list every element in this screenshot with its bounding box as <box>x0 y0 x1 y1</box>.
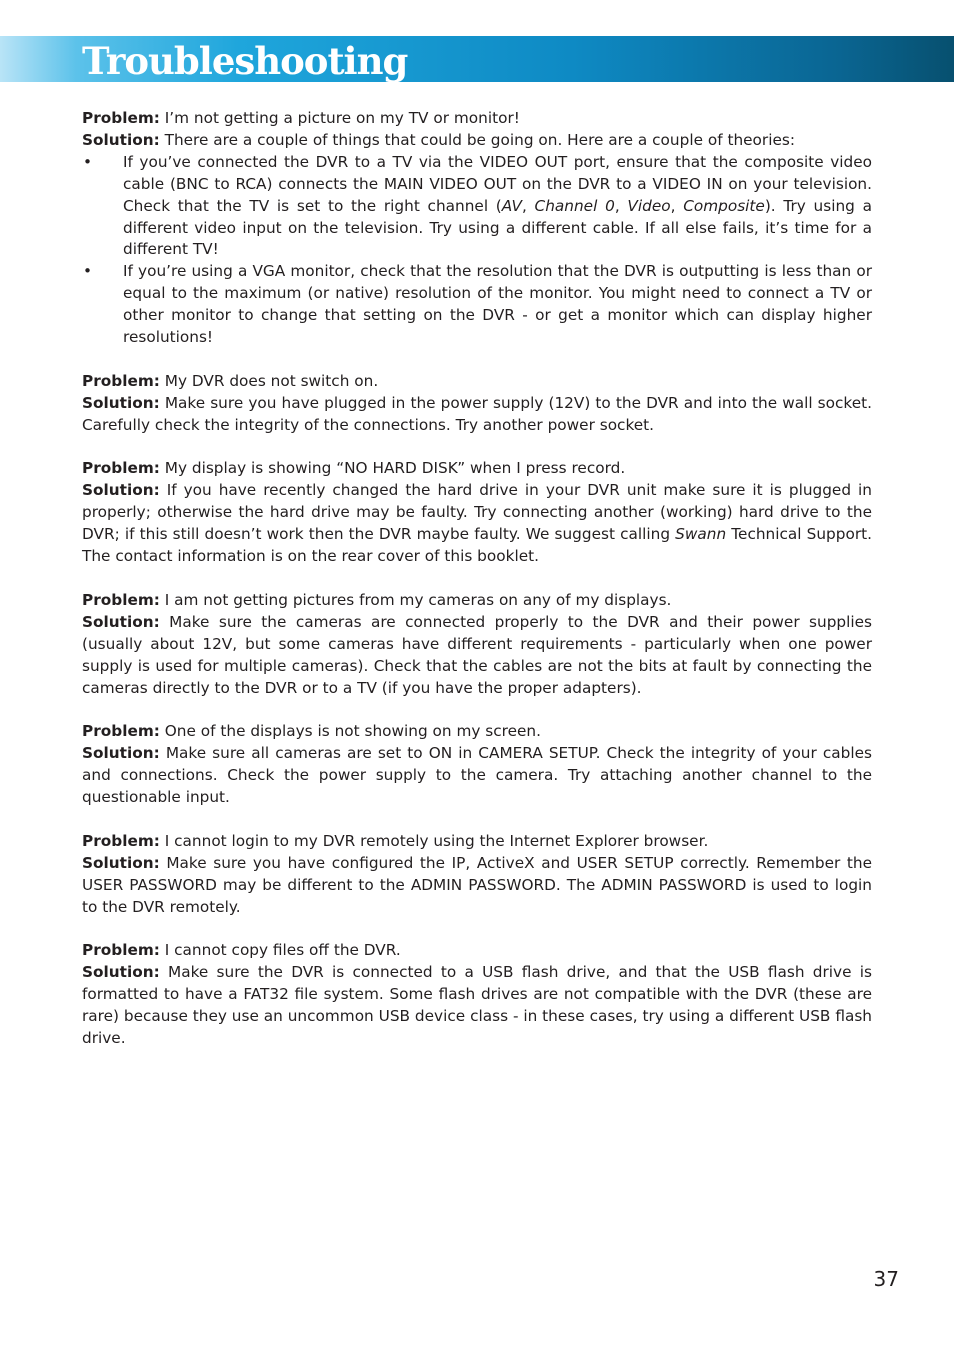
problem-text: I cannot login to my DVR remotely using the Internet Explorer browser. <box>164 831 709 850</box>
solution-label: Solution: <box>82 393 160 412</box>
problem-text: I’m not getting a picture on my TV or monitor! <box>164 109 520 127</box>
solution-text: Technical Support. The contact information is on the rear cover of this booklet. <box>82 525 872 566</box>
solution-label: Solution: <box>82 963 160 982</box>
channel-composite-text: Composite <box>683 196 765 215</box>
solution-text: Make sure the DVR is connected to a USB flash drive, and that the USB flash drive is formatted to have a FAT32 file system. Some flash drives are not compatible with the DVR (these are rare) because they use an uncommon USB device class - in these cases, try using a different USB flash drive. <box>82 963 872 1047</box>
problem-line <box>82 940 872 962</box>
solution-line <box>82 743 872 809</box>
bullet-marker: • <box>83 152 93 171</box>
problem-line <box>82 590 872 612</box>
problem-text: One of the displays is not showing on my screen. <box>164 722 541 741</box>
solution-line <box>82 130 872 152</box>
problem-text: I am not getting pictures from my cameras on any of my displays. <box>164 590 672 609</box>
problem-label: Problem: <box>82 941 160 960</box>
faq-item-no-power <box>82 371 872 437</box>
channel-video-text: Video <box>627 196 671 215</box>
problem-text: My display is showing “NO HARD DISK” when I press record. <box>164 459 626 478</box>
bullet-text: If you’re using a VGA monitor, check that the resolution that the DVR is outputting is less than or equal to the maximum (or native) resolution of the monitor. You might need to connect a TV or other monitor to change that setting on the DVR - or get a monitor which can display higher resolutions! <box>123 262 872 347</box>
problem-label: Problem: <box>82 459 160 478</box>
solution-text: Make sure the cameras are connected properly to the DVR and their power supplies (usually about 12V, but some cameras have different requirements - particularly when one power supply is used for multiple cameras). Check that the cables are not the bits at fault by connecting the cameras directly to the DVR or to a TV (if you have the proper adapters). <box>82 612 872 697</box>
faq-item-no-hard-disk <box>82 458 872 568</box>
problem-label: Problem: <box>82 371 160 390</box>
page-title: Troubleshooting <box>82 39 408 83</box>
solution-text: There are a couple of things that could be going on. Here are a couple of theories: <box>164 130 795 149</box>
solution-label: Solution: <box>82 744 160 763</box>
solution-text: Make sure all cameras are set to ON in CAMERA SETUP. Check the integrity of your cables and connections. Check the power supply to the camera. Try attaching another channel to the questionable input. <box>82 744 872 807</box>
channel-0-text: Channel 0 <box>534 196 615 215</box>
problem-line <box>82 721 872 743</box>
solution-text: If you have recently changed the hard drive in your DVR unit make sure it is plugged in properly; otherwise the hard drive may be faulty. Try connecting another (working) hard drive to the DVR; if this still doesn’t work then the DVR maybe faulty. We suggest calling <box>82 481 872 544</box>
solution-label: Solution: <box>82 481 160 500</box>
solution-label: Solution: <box>82 130 160 149</box>
problem-label: Problem: <box>82 590 160 609</box>
solution-bullet-list <box>82 152 872 349</box>
separator-text: , <box>614 196 628 215</box>
problem-line <box>82 371 872 393</box>
bullet-text: ). Try using a different video input on the television. Try using a different cable. If all else fails, it’s time for a different TV! <box>123 196 872 259</box>
faq-item-copy-files <box>82 940 872 1050</box>
solution-text: Make sure you have plugged in the power supply (12V) to the DVR and into the wall socket. Carefully check the integrity of the connections. Try another power socket. <box>82 393 872 434</box>
problem-line <box>82 458 872 480</box>
faq-item-remote-login <box>82 831 872 919</box>
problem-line <box>82 108 872 130</box>
solution-label: Solution: <box>82 612 160 631</box>
solution-line <box>82 393 872 437</box>
problem-text: I cannot copy files off the DVR. <box>164 941 401 960</box>
solution-line <box>82 853 872 919</box>
separator-text: , <box>670 196 684 215</box>
brand-name-text: Swann <box>675 525 727 544</box>
faq-item-display-missing <box>82 721 872 809</box>
faq-item-no-picture <box>82 108 872 349</box>
problem-line <box>82 831 872 853</box>
problem-label: Problem: <box>82 722 160 741</box>
channel-av-text: AV <box>501 196 522 215</box>
solution-line <box>82 480 872 568</box>
bullet-marker: • <box>83 262 93 281</box>
bullet-item-vga <box>82 261 872 349</box>
problem-label: Problem: <box>82 109 160 127</box>
solution-label: Solution: <box>82 853 160 872</box>
faq-item-no-camera-pictures <box>82 590 872 700</box>
solution-line <box>82 612 872 700</box>
bullet-text: If you’ve connected the DVR to a TV via the VIDEO OUT port, ensure that the composite video cable (BNC to RCA) connects the MAIN VIDEO OUT on the DVR to a VIDEO IN on your television. Check that the TV is set to the right channel ( <box>123 152 872 215</box>
problem-text: My DVR does not switch on. <box>164 371 379 390</box>
solution-text: Make sure you have configured the IP, ActiveX and USER SETUP correctly. Remember the USER PASSWORD may be different to the ADMIN PASSWORD. The ADMIN PASSWORD is used to login to the DVR remotely. <box>82 853 872 916</box>
page-number: 37 <box>873 1267 899 1291</box>
solution-line <box>82 962 872 1050</box>
bullet-item-tv <box>82 152 872 262</box>
problem-label: Problem: <box>82 831 160 850</box>
troubleshooting-content <box>82 108 872 1072</box>
separator-text: , <box>521 196 535 215</box>
